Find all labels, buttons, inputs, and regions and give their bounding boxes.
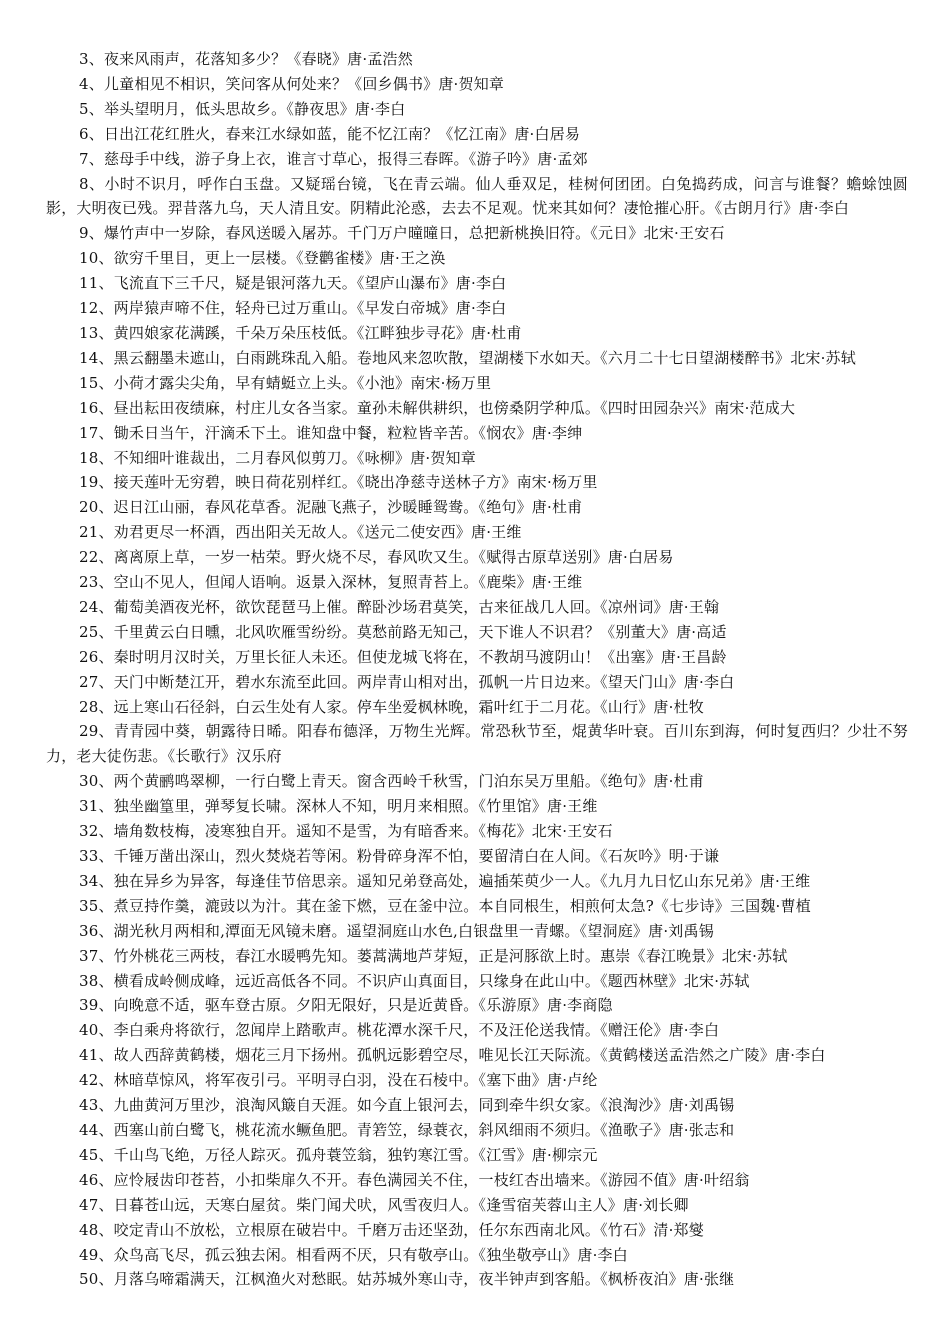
- poem-line: 22、离离原上草，一岁一枯荣。野火烧不尽，春风吹又生。《赋得古原草送别》唐·白居易: [79, 548, 674, 567]
- poem-line: 19、接天莲叶无穷碧，映日荷花别样红。《晓出净慈寺送林子方》南宋·杨万里: [79, 473, 598, 492]
- poem-line: 47、日暮苍山远，天寒白屋贫。柴门闻犬吠，风雪夜归人。《逢雪宿芙蓉山主人》唐·刘长卿: [79, 1195, 689, 1214]
- poem-line: 26、秦时明月汉时关，万里长征人未还。但使龙城飞将在，不教胡马渡阴山！《出塞》唐·王昌龄: [79, 647, 727, 666]
- poem-list: [46, 47, 908, 1292]
- poem-line: 44、西塞山前白鹭飞，桃花流水鳜鱼肥。青箬笠，绿蓑衣，斜风细雨不须归。《渔歌子》唐·张志和: [79, 1120, 735, 1139]
- poem-line: 17、锄禾日当午，汗滴禾下土。谁知盘中餐，粒粒皆辛苦。《悯农》唐·李绅: [79, 423, 583, 442]
- poem-line: 49、众鸟高飞尽，孤云独去闲。相看两不厌，只有敬亭山。《独坐敬亭山》唐·李白: [79, 1245, 628, 1264]
- poem-line: 3、夜来风雨声，花落知多少？《春晓》唐·孟浩然: [79, 50, 413, 68]
- poem-line: 30、两个黄鹂鸣翠柳，一行白鹭上青天。窗含西岭千秋雪，门泊东吴万里船。《绝句》唐·杜甫: [79, 772, 704, 791]
- poem-line: 27、天门中断楚江开，碧水东流至此回。两岸青山相对出，孤帆一片日边来。《望天门山》唐·李白: [79, 672, 735, 691]
- poem-line: 20、迟日江山丽，春风花草香。泥融飞燕子，沙暖睡鸳鸯。《绝句》唐·杜甫: [79, 498, 583, 517]
- poem-line: 10、欲穷千里目，更上一层楼。《登鹳雀楼》唐·王之涣: [79, 249, 446, 268]
- poem-line: 23、空山不见人，但闻人语响。返景入深林，复照青苔上。《鹿柴》唐·王维: [79, 573, 583, 592]
- poem-line: 43、九曲黄河万里沙，浪淘风簸自天涯。如今直上银河去，同到牵牛织女家。《浪淘沙》唐·刘禹锡: [79, 1096, 735, 1115]
- poem-line: 9、爆竹声中一岁除，春风送暖入屠苏。千门万户曈曈日，总把新桃换旧符。《元日》北宋·王安石: [79, 224, 725, 243]
- poem-line: 45、千山鸟飞绝，万径人踪灭。孤舟蓑笠翁，独钓寒江雪。《江雪》唐·柳宗元: [79, 1145, 598, 1164]
- poem-line: 38、横看成岭侧成峰，远近高低各不同。不识庐山真面目，只缘身在此山中。《题西林壁》北宋·苏轼: [79, 971, 750, 990]
- poem-line: 12、两岸猿声啼不住，轻舟已过万重山。《早发白帝城》唐·李白: [79, 299, 507, 318]
- poem-line: 5、举头望明月，低头思故乡。《静夜思》唐·李白: [79, 99, 406, 118]
- poem-line: 34、独在异乡为异客，每逢佳节倍思亲。遥知兄弟登高处，遍插茱萸少一人。《九月九日忆山东兄弟》唐·王维: [79, 871, 811, 890]
- poem-line: 4、儿童相见不相识，笑问客从何处来？《回乡偶书》唐·贺知章: [79, 74, 505, 93]
- poem-line: 36、湖光秋月两相和,潭面无风镜未磨。遥望洞庭山水色,白银盘里一青螺。《望洞庭》唐·刘禹锡: [79, 921, 714, 940]
- poem-line: 11、飞流直下三千尺，疑是银河落九天。《望庐山瀑布》唐·李白: [79, 274, 507, 293]
- poem-line: 24、葡萄美酒夜光杯，欲饮琵琶马上催。醉卧沙场君莫笑，古来征战几人回。《凉州词》唐·王翰: [79, 597, 720, 616]
- poem-line: 7、慈母手中线，游子身上衣，谁言寸草心，报得三春晖。《游子吟》唐·孟郊: [79, 149, 588, 168]
- poem-line: 41、故人西辞黄鹤楼，烟花三月下扬州。孤帆远影碧空尽，唯见长江天际流。《黄鹤楼送孟浩然之广陵》唐·李白: [79, 1046, 826, 1065]
- poem-line: 31、独坐幽篁里，弹琴复长啸。深林人不知，明月来相照。《竹里馆》唐·王维: [79, 797, 598, 816]
- poem-line: 46、应怜屐齿印苍苔，小扣柴扉久不开。春色满园关不住，一枝红杏出墙来。《游园不值》唐·叶绍翁: [79, 1170, 750, 1189]
- poem-line: 21、劝君更尽一杯酒，西出阳关无故人。《送元二使安西》唐·王维: [79, 523, 522, 542]
- poem-line: 13、黄四娘家花满蹊，千朵万朵压枝低。《江畔独步寻花》唐·杜甫: [79, 323, 522, 342]
- poem-line: 33、千锤万凿出深山，烈火焚烧若等闲。粉骨碎身浑不怕，要留清白在人间。《石灰吟》明·于谦: [79, 847, 720, 865]
- poem-line: 42、林暗草惊风，将军夜引弓。平明寻白羽，没在石棱中。《塞下曲》唐·卢纶: [79, 1071, 598, 1090]
- poem-line: 29、青青园中葵，朝露待日晞。阳春布德泽，万物生光辉。常恐秋节至，焜黄华叶衰。百川东到海，何时复西归？少壮不努力，老大徒伤悲。《长歌行》汉乐府: [46, 722, 908, 766]
- poem-line: 32、墙角数枝梅，凌寒独自开。遥知不是雪，为有暗香来。《梅花》北宋·王安石: [79, 822, 613, 841]
- poem-line: 15、小荷才露尖尖角，早有蜻蜓立上头。《小池》南宋·杨万里: [79, 373, 492, 392]
- poem-line: 8、小时不识月，呼作白玉盘。又疑瑶台镜，飞在青云端。仙人垂双足，桂树何团团。白兔捣药成，问言与谁餐？蟾蜍蚀圆影，大明夜已残。羿昔落九乌，天人清且安。阴精此沦惑，去去不足观。忧来其如何？凄怆摧心肝。《古朗月行》唐·李白: [46, 174, 908, 218]
- poem-line: 50、月落乌啼霜满天，江枫渔火对愁眠。姑苏城外寒山寺，夜半钟声到客船。《枫桥夜泊》唐·张继: [79, 1270, 735, 1289]
- poem-line: 14、黑云翻墨未遮山，白雨跳珠乱入船。卷地风来忽吹散，望湖楼下水如天。《六月二十七日望湖楼醉书》北宋·苏轼: [79, 348, 856, 367]
- poem-line: 35、煮豆持作羹，漉豉以为汁。萁在釜下燃，豆在釜中泣。本自同根生，相煎何太急?《七步诗》三国魏·曹植: [79, 896, 811, 915]
- poem-line: 25、千里黄云白日曛，北风吹雁雪纷纷。莫愁前路无知己，天下谁人不识君？《别董大》唐·高适: [79, 622, 727, 641]
- poem-line: 39、向晚意不适，驱车登古原。夕阳无限好，只是近黄昏。《乐游原》唐·李商隐: [79, 996, 613, 1015]
- poem-line: 48、咬定青山不放松，立根原在破岩中。千磨万击还坚劲，任尔东西南北风。《竹石》清·郑燮: [79, 1220, 704, 1239]
- poem-line: 40、李白乘舟将欲行，忽闻岸上踏歌声。桃花潭水深千尺，不及汪伦送我情。《赠汪伦》唐·李白: [79, 1021, 720, 1040]
- poem-line: 6、日出江花红胜火，春来江水绿如蓝，能不忆江南？《忆江南》唐·白居易: [79, 124, 581, 143]
- poem-line: 16、昼出耘田夜绩麻，村庄儿女各当家。童孙未解供耕织，也傍桑阴学种瓜。《四时田园杂兴》南宋·范成大: [79, 398, 796, 417]
- poem-line: 28、远上寒山石径斜，白云生处有人家。停车坐爱枫林晚，霜叶红于二月花。《山行》唐·杜牧: [79, 697, 704, 716]
- poem-line: 18、不知细叶谁裁出，二月春风似剪刀。《咏柳》唐·贺知章: [79, 448, 476, 467]
- poem-line: 37、竹外桃花三两枝，春江水暖鸭先知。蒌蒿满地芦芽短，正是河豚欲上时。惠崇《春江晚景》北宋·苏轼: [79, 946, 788, 965]
